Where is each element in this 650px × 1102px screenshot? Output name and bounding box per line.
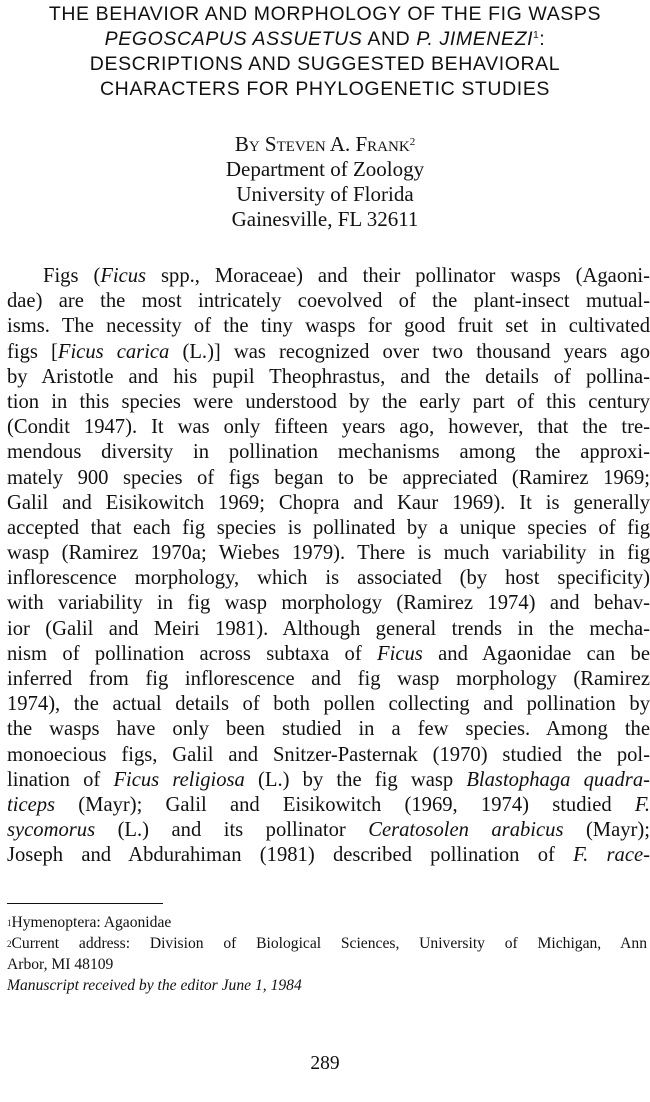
body-line: inflorescence morphology, which is associated (by host specificity): [7, 567, 650, 590]
body-line: figs [Ficus carica (L.)] was recognized over two thousand years ago: [7, 340, 650, 363]
body-line: wasp (Ramirez 1970a; Wiebes 1979). There is much variability in fig: [7, 542, 650, 565]
body-line: with variability in fig wasp morphology (Ramirez 1974) and behav-: [7, 592, 650, 615]
body-line: Figs (Ficus spp., Moraceae) and their pollinator wasps (Agaoni-: [43, 265, 650, 287]
body-line: by Aristotle and his pupil Theophrastus, and the details of pollina-: [7, 365, 650, 388]
body-line: tion in this species were understood by the early part of this century: [7, 390, 650, 413]
body-line: accepted that each fig species is pollinated by a unique species of fig: [7, 516, 650, 539]
author-name: By Steven A. Frank$^2$: [234, 132, 416, 156]
footnote-ref-2: 2: [409, 136, 416, 148]
footnote-ref-1: 1: [533, 30, 540, 41]
body-line: Joseph and Abdurahiman (1981) described pollination of F. race-: [7, 844, 650, 867]
body-line: inferred from fig inflorescence and fig wasp morphology (Ramirez: [7, 668, 650, 690]
body-line: mately 900 species of figs began to be appreciated (Ramirez 1969;: [7, 466, 650, 489]
body-line: sycomorus (L.) and its pollinator Ceratosolen arabicus (Mayr);: [7, 819, 650, 842]
body-line: the wasps have only been studied in a few species. Among the: [7, 718, 650, 741]
body-line: ticeps (Mayr); Galil and Eisikowitch (1969, 1974) studied F.: [7, 793, 650, 816]
title-line-2: PEGOSCAPUS ASSUETUS AND P. JIMENEZI$^1$:: [104, 28, 546, 50]
author-block: [0, 132, 650, 232]
body-line: isms. The necessity of the tiny wasps for good fruit set in cultivated: [7, 315, 650, 338]
species-name-pegoscapus-assuetus: PEGOSCAPUS ASSUETUS: [104, 28, 363, 50]
title-line-4: CHARACTERS FOR PHYLOGENETIC STUDIES: [99, 78, 551, 100]
body-paragraph: [7, 264, 650, 869]
title-line-3: DESCRIPTIONS AND SUGGESTED BEHAVIORAL: [89, 53, 561, 75]
article-title: [0, 2, 650, 102]
species-name-p-jimenezi: P. JIMENEZI: [416, 28, 534, 50]
body-line: Galil and Eisikowitch 1969; Chopra and Kaur 1969). It is generally: [7, 491, 650, 514]
author-department: Department of Zoology: [225, 157, 425, 181]
author-address: Gainesville, FL 32611: [231, 207, 419, 231]
page-number: 289: [310, 1053, 340, 1074]
manuscript-received-note: Manuscript received by the editor June 1, 1984: [7, 977, 302, 994]
body-line: 1974), the actual details of both pollen collecting and pollination by: [7, 693, 650, 716]
author-university: University of Florida: [236, 182, 414, 206]
title-line-1: THE BEHAVIOR AND MORPHOLOGY OF THE FIG WASPS: [48, 3, 602, 25]
body-line: lination of Ficus religiosa (L.) by the fig wasp Blastophaga quadra-: [7, 768, 650, 791]
body-line: mendous diversity in pollination mechanisms among the approxi-: [7, 441, 650, 464]
body-line: (Condit 1947). It was only fifteen years ago, however, that the tre-: [7, 416, 650, 439]
footnote-2: $^2$Current address: Division of Biological Sciences, University of Michigan, Ann: [7, 935, 647, 952]
footnote-1: $^1$Hymenoptera: Agaonidae: [7, 914, 172, 931]
body-line: dae) are the most intricately coevolved of the plant-insect mutual-: [7, 290, 650, 313]
footnote-divider: [7, 903, 163, 904]
body-line: nism of pollination across subtaxa of Ficus and Agaonidae can be: [7, 642, 650, 665]
body-line: ior (Galil and Meiri 1981). Although general trends in the mecha-: [7, 617, 650, 640]
body-line: monoecious figs, Galil and Snitzer-Pasternak (1970) studied the pol-: [7, 743, 650, 766]
footnote-2-continued: Arbor, MI 48109: [7, 956, 114, 973]
footnotes: [7, 912, 647, 996]
